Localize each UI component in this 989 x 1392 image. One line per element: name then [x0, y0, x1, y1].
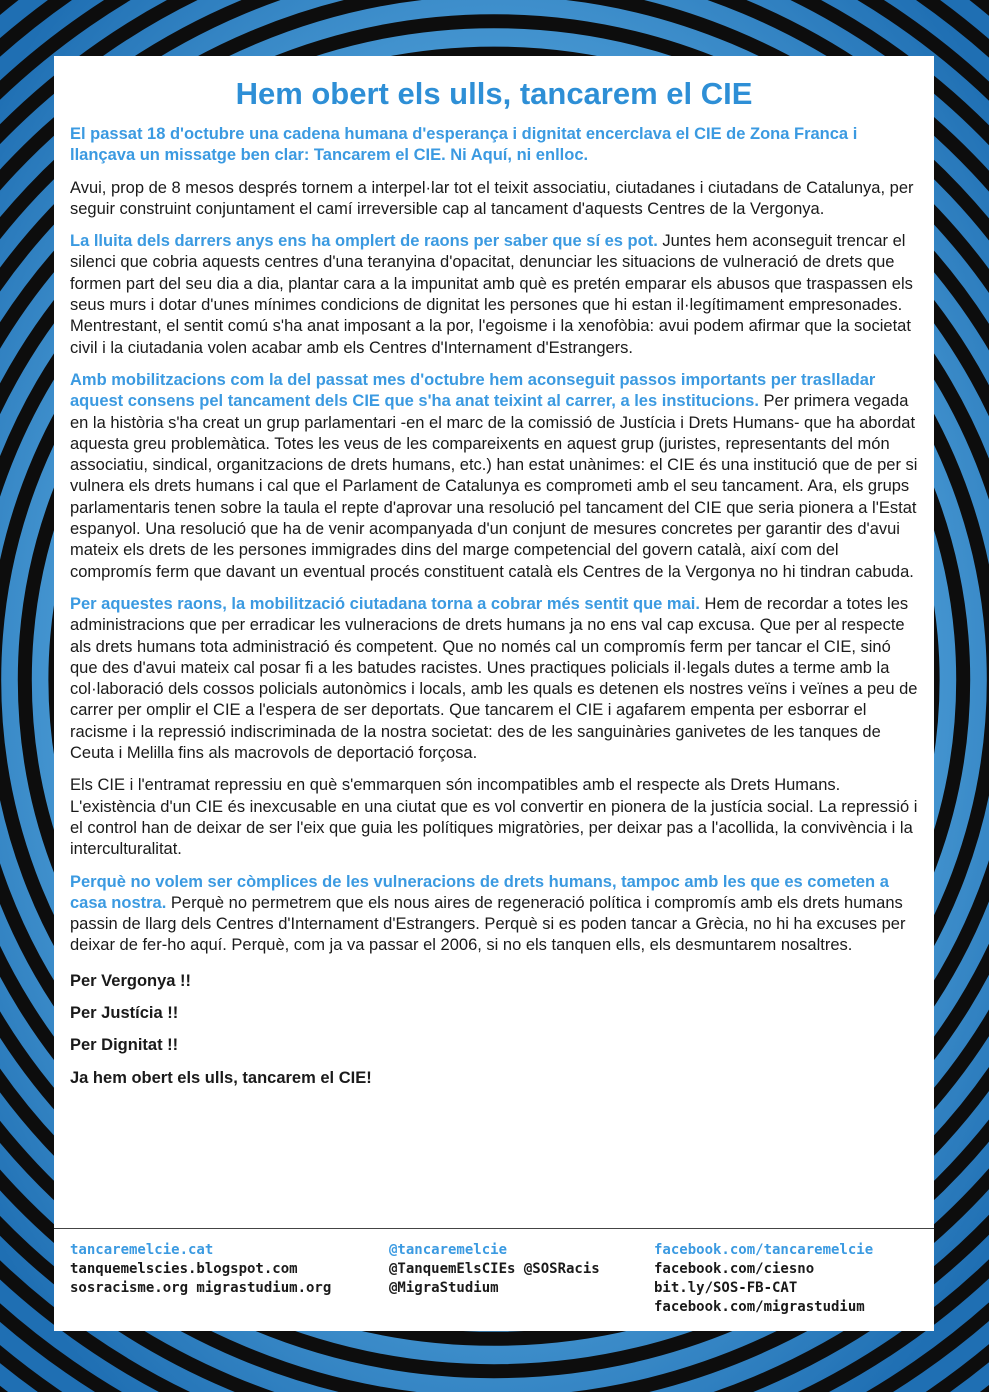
footer-links: [54, 1228, 934, 1317]
paragraph: [70, 178, 918, 221]
paragraph-lead: Per aquestes raons, la mobilització ciutadana torna a cobrar més sentit que mai.: [70, 594, 700, 613]
paragraph: [70, 370, 918, 583]
paragraph-lead: Perquè no volem ser còmplices de les vulneracions de drets humans, tampoc amb les que es cometen a casa nostra.: [70, 872, 889, 912]
closing-line: Per Justícia !!: [70, 1003, 179, 1022]
footer-column-facebook: [654, 1241, 873, 1317]
paragraph-lead: La lluita dels darrers anys ens ha omplert de raons per saber que sí es pot.: [70, 232, 658, 251]
paragraph-text: Juntes hem aconseguit trencar el silenci que cobria aquests centres d'una teranyina d'opacitat, denunciar les situacions de vulneració de drets que formen part del seu dia a dia, plantar cara a la impunitat amb què es pretén emparar els abusos que traspassen els seus murs i dotar d'unes mínimes condicions de dignitat les persones que hi estan il·legítimament empresonades. Mentrestant, el sentit comú s'ha anat imposant a la por, l'egoisme i la xenofòbia: avui podem afirmar que la societat civil i la ciutadania volen acabar amb els Centres d'Internament d'Estrangers.: [70, 232, 913, 357]
footer-column-web: [70, 1241, 389, 1317]
footer-link[interactable]: facebook.com/ciesno: [654, 1261, 815, 1277]
footer-link[interactable]: @tancaremelcie: [389, 1242, 508, 1258]
footer-column-twitter: [389, 1241, 654, 1317]
footer-link[interactable]: @MigraStudium: [389, 1280, 499, 1296]
paragraph-lead: Amb mobilitzacions com la del passat mes d'octubre hem aconseguit passos importants per traslladar aquest consens pel tancament dels CIE que s'ha anat teixint al carrer, a les institucions.: [70, 370, 876, 411]
footer-link[interactable]: bit.ly/SOS-FB-CAT: [654, 1280, 798, 1296]
closing-slogans: [70, 971, 918, 1089]
paragraph: [70, 124, 918, 167]
footer-link[interactable]: facebook.com/tancaremelcie: [654, 1242, 874, 1258]
paragraph-text: Avui, prop de 8 mesos després tornem a interpel·lar tot el teixit associatiu, ciutadanes i ciutadans de Catalunya, per seguir construint conjuntament el camí irreversible cap al tancament d'aquests Centres de la Vergonya.: [70, 178, 914, 218]
closing-final-line: Ja hem obert els ulls, tancarem el CIE!: [70, 1068, 372, 1087]
closing-line: Per Dignitat !!: [70, 1036, 179, 1055]
paragraph-text: Hem de recordar a totes les administracions que per erradicar les vulneracions de drets humans ja no ens val cap excusa. Que per al respecte als drets humans tota administració és competent. Que no només cal un compromís ferm per tancar el CIE, sinó que des d'avui mateix cal posar fi a les batudes racistes. Unes practiques policials il·legals dutes a terme amb la col·laboració dels cossos policials autonòmics i locals, amb les quals es detenen els nostres veïns i veïnes a peu de carrer per omplir el CIE a l'espera de ser deportats. Que tancarem el CIE i agafarem empenta per esborrar el racisme i la repressió indiscriminada de la nostra societat: des de les sanguinàries ganivetes de les tanques de Ceuta i Melilla fins als macrovols de deportació forçosa.: [70, 594, 918, 763]
page-title: Hem obert els ulls, tancarem el CIE: [235, 76, 753, 111]
paragraph-text: Perquè no permetrem que els nous aires de regeneració política i compromís amb els drets humans passin de llarg dels Centres d'Internament d'Estrangers. Perquè si es poden tancar a Grècia, no hi ha excuses per deixar de fer-ho aquí. Perquè, com ja va passar el 2006, si no els tanquen ells, els desmuntarem nosaltres.: [70, 893, 906, 955]
paragraph-text: Per primera vegada en la història s'ha creat un grup parlamentari -en el marc de la comissió de Justícia i Drets Humans- que ha abordat aquesta greu problemàtica. Totes les veus de les compareixents en aquest grup (juristes, representants del món associatiu, sindical, organitzacions de drets humans, etc.) han estat unànimes: el CIE és una institució que de per si vulnera els drets humans i cal que el Parlament de Catalunya es comprometi amb el seu tancament. Ara, els grups parlamentaris tenen sobre la taula el repte d'aprovar una resolució pel tancament del CIE que seria pionera a l'Estat espanyol. Una resolució que ha de venir acompanyada d'un conjunt de mesures concretes per garantir des d'avui mateix els drets de les persones immigrades dins del marge competencial del govern català, així com del compromís ferm que davant un eventual procés constituent català els Centres de la Vergonya no hi tindran cabuda.: [70, 392, 918, 581]
article-body: [70, 124, 918, 1089]
flyer-sheet: [54, 56, 934, 1331]
paragraph: [70, 594, 918, 764]
footer-link[interactable]: tanquemelscies.blogspot.com: [70, 1261, 298, 1277]
paragraph: [70, 231, 918, 359]
footer-link[interactable]: sosracisme.org migrastudium.org: [70, 1280, 332, 1296]
paragraph: [70, 775, 918, 860]
footer-link[interactable]: facebook.com/migrastudium: [654, 1299, 865, 1315]
footer-link[interactable]: tancaremelcie.cat: [70, 1242, 214, 1258]
closing-line: Per Vergonya !!: [70, 971, 192, 990]
paragraph: [70, 872, 918, 957]
footer-link[interactable]: @TanquemElsCIEs @SOSRacis: [389, 1261, 600, 1277]
paragraph-text: Els CIE i l'entramat repressiu en què s'emmarquen són incompatibles amb el respecte als Drets Humans. L'existència d'un CIE és inexcusable en una ciutat que es vol convertir en pionera de la justícia social. La repressió i el control han de deixar de ser l'eix que guia les polítiques migratòries, per deixar pas a l'acollida, la convivència i la interculturalitat.: [70, 776, 918, 859]
paragraph-lead: El passat 18 d'octubre una cadena humana d'esperança i dignitat encerclava el CIE de Zona Franca i llançava un missatge ben clar: Tancarem el CIE. Ni Aquí, ni enlloc.: [70, 125, 858, 165]
